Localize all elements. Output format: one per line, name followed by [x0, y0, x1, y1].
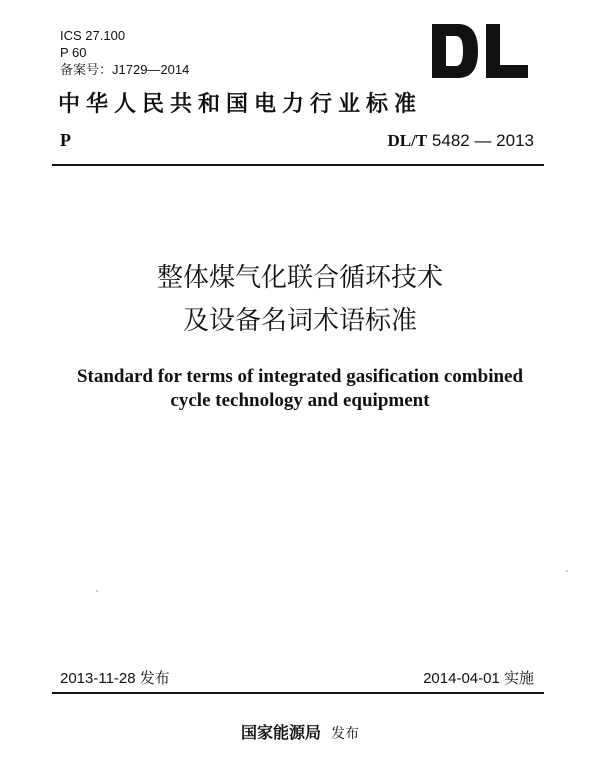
implementation-date: 2014-04-01 实施: [423, 670, 534, 687]
english-title-line-2: cycle technology and equipment: [170, 390, 430, 411]
issue-date: 2013-11-28 发布: [60, 670, 170, 687]
record-number: 备案号：J1729—2014: [60, 62, 190, 77]
ics-code: ICS 27.100: [60, 28, 126, 43]
standard-number: [387, 131, 534, 151]
header-divider: [52, 164, 544, 166]
scan-speck: [96, 590, 98, 592]
chinese-title-line-2: 及设备名词术语标准: [182, 306, 417, 336]
standard-number-value: 5482 — 2013: [431, 131, 534, 150]
footer-divider: [52, 692, 544, 694]
standard-prefix: DL/T: [387, 131, 428, 150]
english-title-line-1: Standard for terms of integrated gasification combined: [76, 366, 524, 387]
dl-logo: [430, 22, 530, 80]
publisher: [0, 720, 600, 743]
chinese-title-line-1: 整体煤气化联合循环技术: [156, 263, 443, 293]
metadata-block: [60, 27, 189, 78]
publisher-org: 国家能源局: [240, 723, 321, 742]
publisher-action: 发布: [331, 726, 359, 742]
scan-speck: [566, 570, 568, 572]
industry-standard-title: 中华人民共和国电力行业标准: [58, 91, 423, 117]
category-code: P 60: [60, 45, 87, 60]
classification-code: P: [60, 130, 71, 150]
